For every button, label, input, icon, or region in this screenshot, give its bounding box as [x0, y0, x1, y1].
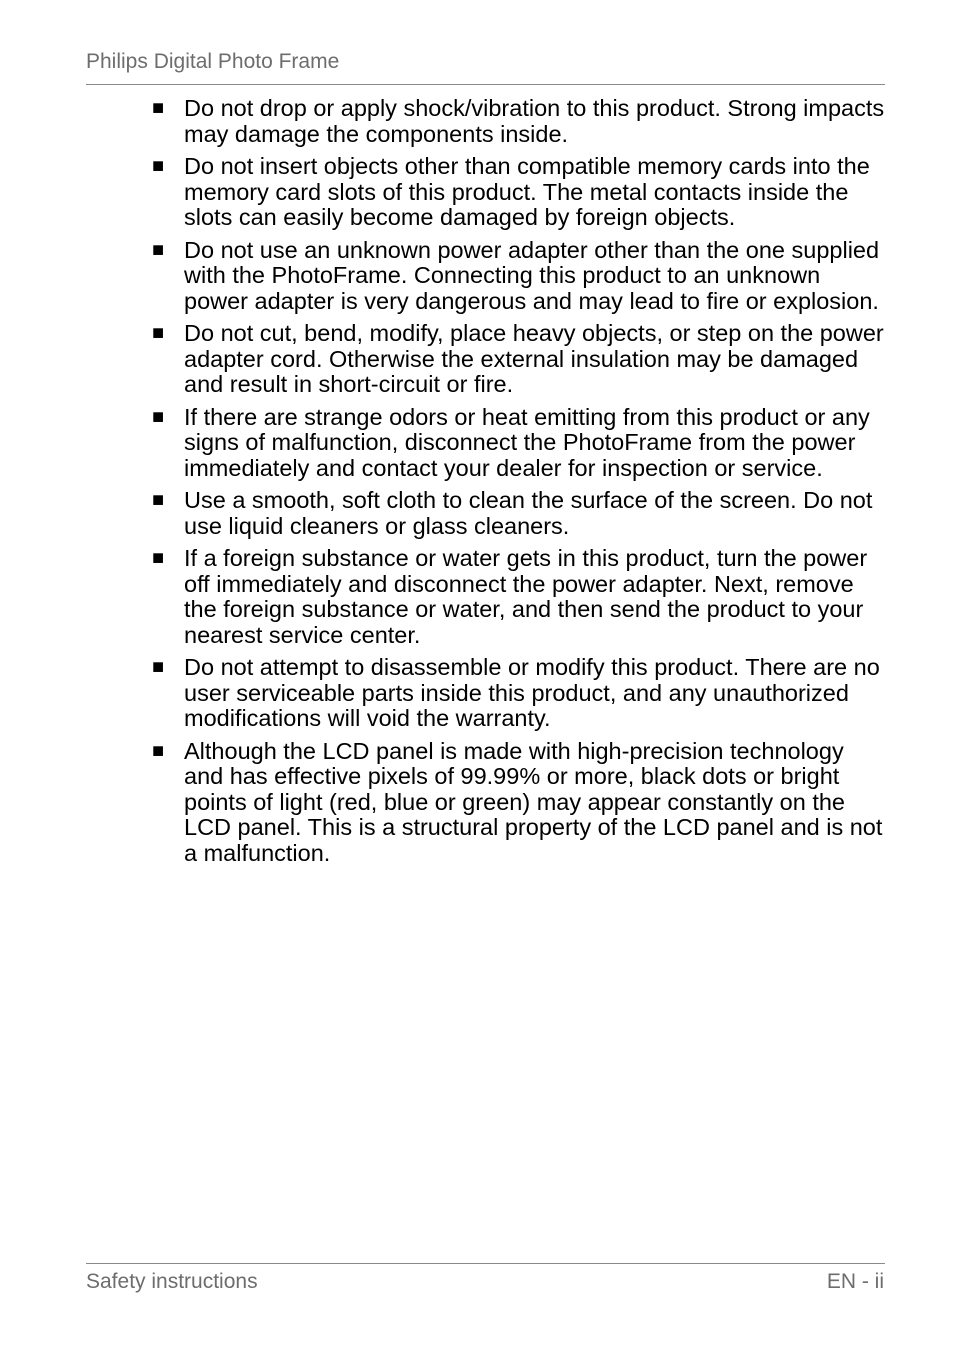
list-item [152, 321, 887, 398]
list-item-text: Do not use an unknown power adapter other than the one supplied with the PhotoFrame. Connecting this product to an unknown power adapter is very dangerous and may lead to fire or explosion. [184, 236, 880, 314]
header-divider [86, 84, 885, 85]
list-item-text: Do not insert objects other than compatible memory cards into the memory card slots of this product. The metal contacts inside the slots can easily become damaged by foreign objects. [184, 153, 870, 230]
list-item-text: Although the LCD panel is made with high-precision technology and has effective pixels of 99.99% or more, black dots or bright points of light (red, blue or green) may appear constantly on the LCD panel. This is a structural property of the LCD panel and is not a malfunction. [184, 737, 883, 866]
bullet-square-icon: ■ [152, 155, 165, 177]
bullet-square-icon: ■ [152, 405, 165, 428]
list-item-text: Do not attempt to disassemble or modify this product. There are no user serviceable parts inside this product, and any unauthorized modifications will void the warranty. [184, 654, 880, 731]
list-item [152, 154, 887, 231]
footer-divider [86, 1263, 885, 1264]
list-item [152, 405, 887, 482]
list-item [152, 739, 887, 867]
list-item-text: Use a smooth, soft cloth to clean the surface of the screen. Do not use liquid cleaners or glass cleaners. [184, 487, 873, 539]
list-item [152, 546, 887, 648]
list-item [152, 488, 887, 539]
bullet-square-icon: ■ [152, 97, 165, 119]
bullet-square-icon: ■ [152, 489, 165, 511]
running-header: Philips Digital Photo Frame [86, 50, 340, 73]
list-item-text: If a foreign substance or water gets in this product, turn the power off immediately and disconnect the power adapter. Next, remove the foreign substance or water, and then send the product to your nearest service center. [184, 545, 868, 648]
page-number: EN - ii [826, 1270, 884, 1293]
bullet-square-icon: ■ [152, 656, 165, 678]
list-item [152, 96, 887, 147]
list-item-text: If there are strange odors or heat emitting from this product or any signs of malfunction, disconnect the PhotoFrame from the power immediately and contact your dealer for inspection or service. [184, 403, 870, 481]
bullet-square-icon: ■ [152, 739, 165, 762]
list-item [152, 238, 887, 315]
list-item-text: Do not cut, bend, modify, place heavy objects, or step on the power adapter cord. Otherwise the external insulation may be damaged and result in short-circuit or fire. [184, 320, 884, 397]
bullet-square-icon: ■ [152, 238, 165, 261]
bullet-square-icon: ■ [152, 547, 165, 569]
safety-instructions-list [152, 96, 887, 873]
list-item [152, 655, 887, 732]
list-item-text: Do not drop or apply shock/vibration to this product. Strong impacts may damage the components inside. [184, 95, 885, 147]
footer-section-title: Safety instructions [86, 1270, 258, 1293]
bullet-square-icon: ■ [152, 322, 165, 344]
